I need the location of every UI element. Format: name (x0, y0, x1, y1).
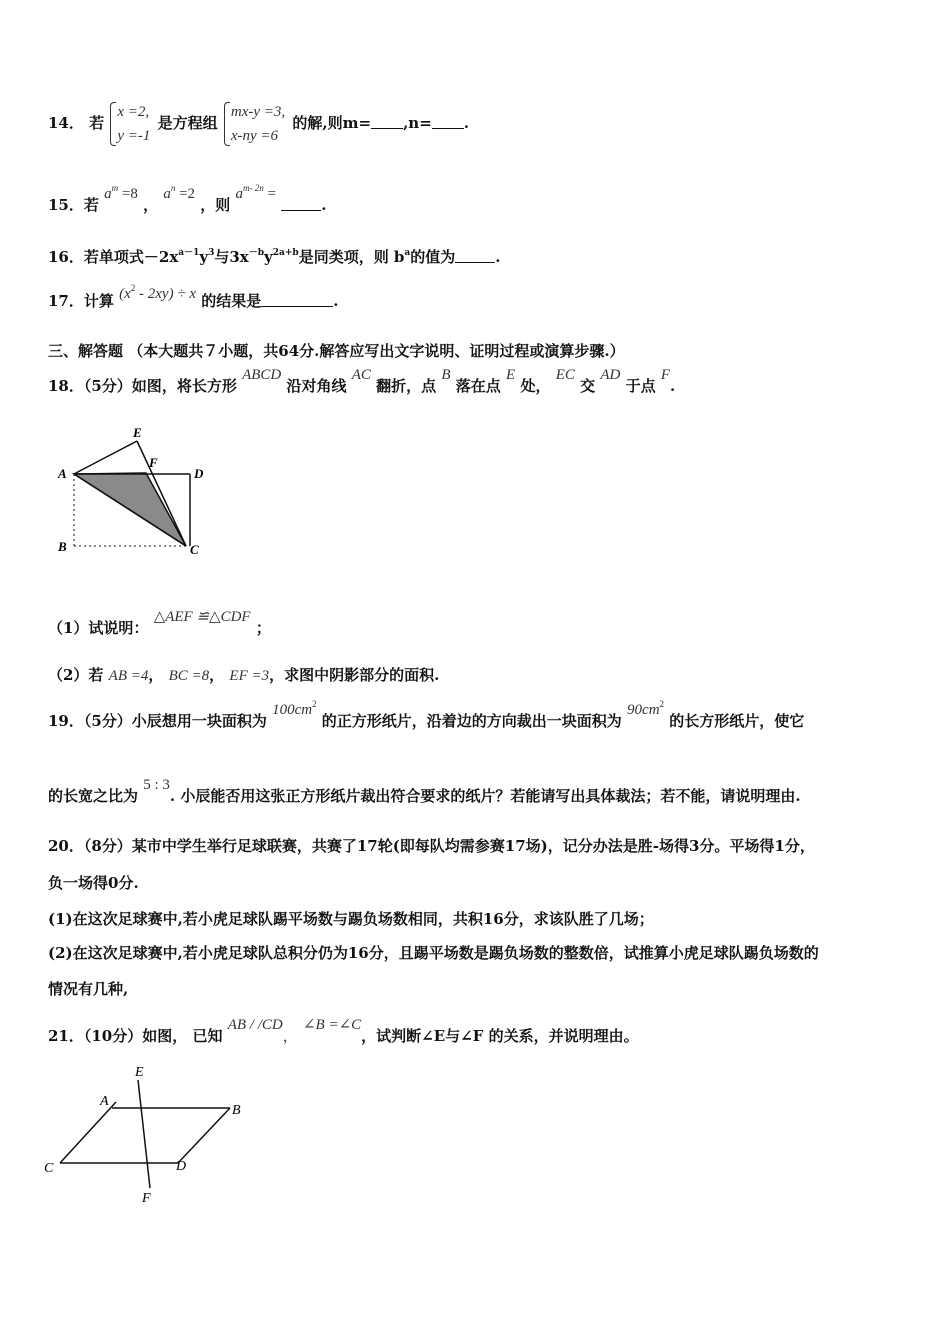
segment-ca (60, 1102, 116, 1163)
label-c: C (190, 542, 199, 557)
label-e: E (135, 1065, 144, 1080)
label-e: E (133, 425, 142, 440)
label-b: B (232, 1103, 241, 1118)
label-d: D (194, 466, 204, 481)
label-c: C (44, 1161, 54, 1176)
answer-blank[interactable] (281, 198, 321, 211)
question-19-cont: 的长宽之比为 5 : 3. 小辰能否用这张正方形纸片裁出符合要求的纸片？若能请写出具体裁法；若不能，请说明理由. (48, 777, 801, 805)
label-d: D (176, 1159, 187, 1174)
question-20-part-1: (1)在这次足球赛中,若小虎足球队踢平场数与踢负场数相同，共积16分，求该队胜了几场； (48, 910, 654, 928)
solution-system: x =2, y =-1 (109, 100, 150, 148)
label-a: A (100, 1094, 109, 1109)
question-17: 17．计算 $(x^2 - 2xy) \div x$ 的结果是 . (48, 283, 339, 310)
figure-folded-rectangle (48, 420, 228, 560)
segment-ef (138, 1080, 150, 1188)
question-16: 16．若单项式$-2x^{a-1}y^3$与$3x^{-b}y^{2a+b}$是同类项，则 $b^a$的值为 . (48, 248, 501, 266)
section-heading: 三、解答题 （本大题共７小题，共64分.解答应写出文字说明、证明过程或演算步骤.） (48, 342, 625, 360)
question-18-part-2: （2）若 AB =4， BC =8， EF =3，求图中阴影部分的面积. (48, 666, 440, 684)
segment-db (178, 1108, 230, 1163)
label-f: F (149, 455, 158, 470)
question-18-part-1: （1）试说明： △AEF ≌△CDF ； (48, 609, 271, 637)
question-20-part-2-cont: 情况有几种, (48, 980, 129, 998)
answer-blank[interactable] (261, 294, 333, 307)
question-20-line-2: 负一场得0分. (48, 874, 139, 892)
question-21: 21．（10分）如图， 已知 AB / /CD， ∠B =∠C，试判断∠E与∠F 的关系，并说明理由。 (48, 1017, 639, 1045)
label-a: A (58, 466, 67, 481)
answer-blank[interactable] (455, 250, 495, 263)
equation-system: mx-y =3, x-ny =6 (223, 100, 285, 148)
segment-ae (74, 441, 137, 474)
label-b: B (58, 539, 67, 554)
answer-blank[interactable] (371, 116, 403, 129)
figure-parallel-lines (38, 1060, 258, 1210)
question-18: 18．（5分）如图，将长方形 ABCD 沿对角线 AC 翻折，点 B 落在点 E 处， EC 交 AD 于点 F. (48, 367, 676, 395)
answer-blank[interactable] (432, 116, 464, 129)
question-19: 19．（5分）小辰想用一块面积为 $100cm^2$ 的正方形纸片，沿着边的方向裁出一块面积为 $90cm^2$ 的长方形纸片，使它 (48, 699, 805, 730)
question-14: 14． 若 x =2, y =-1 是方程组 mx-y =3, x-ny =6 的解,则m= ,n= . (48, 100, 469, 148)
question-15: 15．若 $a^m =8$ ， $a^n =2$ ，则 $a^{m- 2n}$ = . (48, 183, 327, 214)
question-20-line-1: 20．（8分）某市中学生举行足球联赛，共赛了17轮(即每队均需参赛17场)，记分办法是胜-场得3分。平场得1分， (48, 837, 815, 855)
question-20-part-2: (2)在这次足球赛中,若小虎足球队总积分仍为16分，且踢平场数是踢负场数的整数倍，试推算小虎足球队踢负场数的 (48, 944, 819, 962)
label-f: F (142, 1191, 151, 1206)
